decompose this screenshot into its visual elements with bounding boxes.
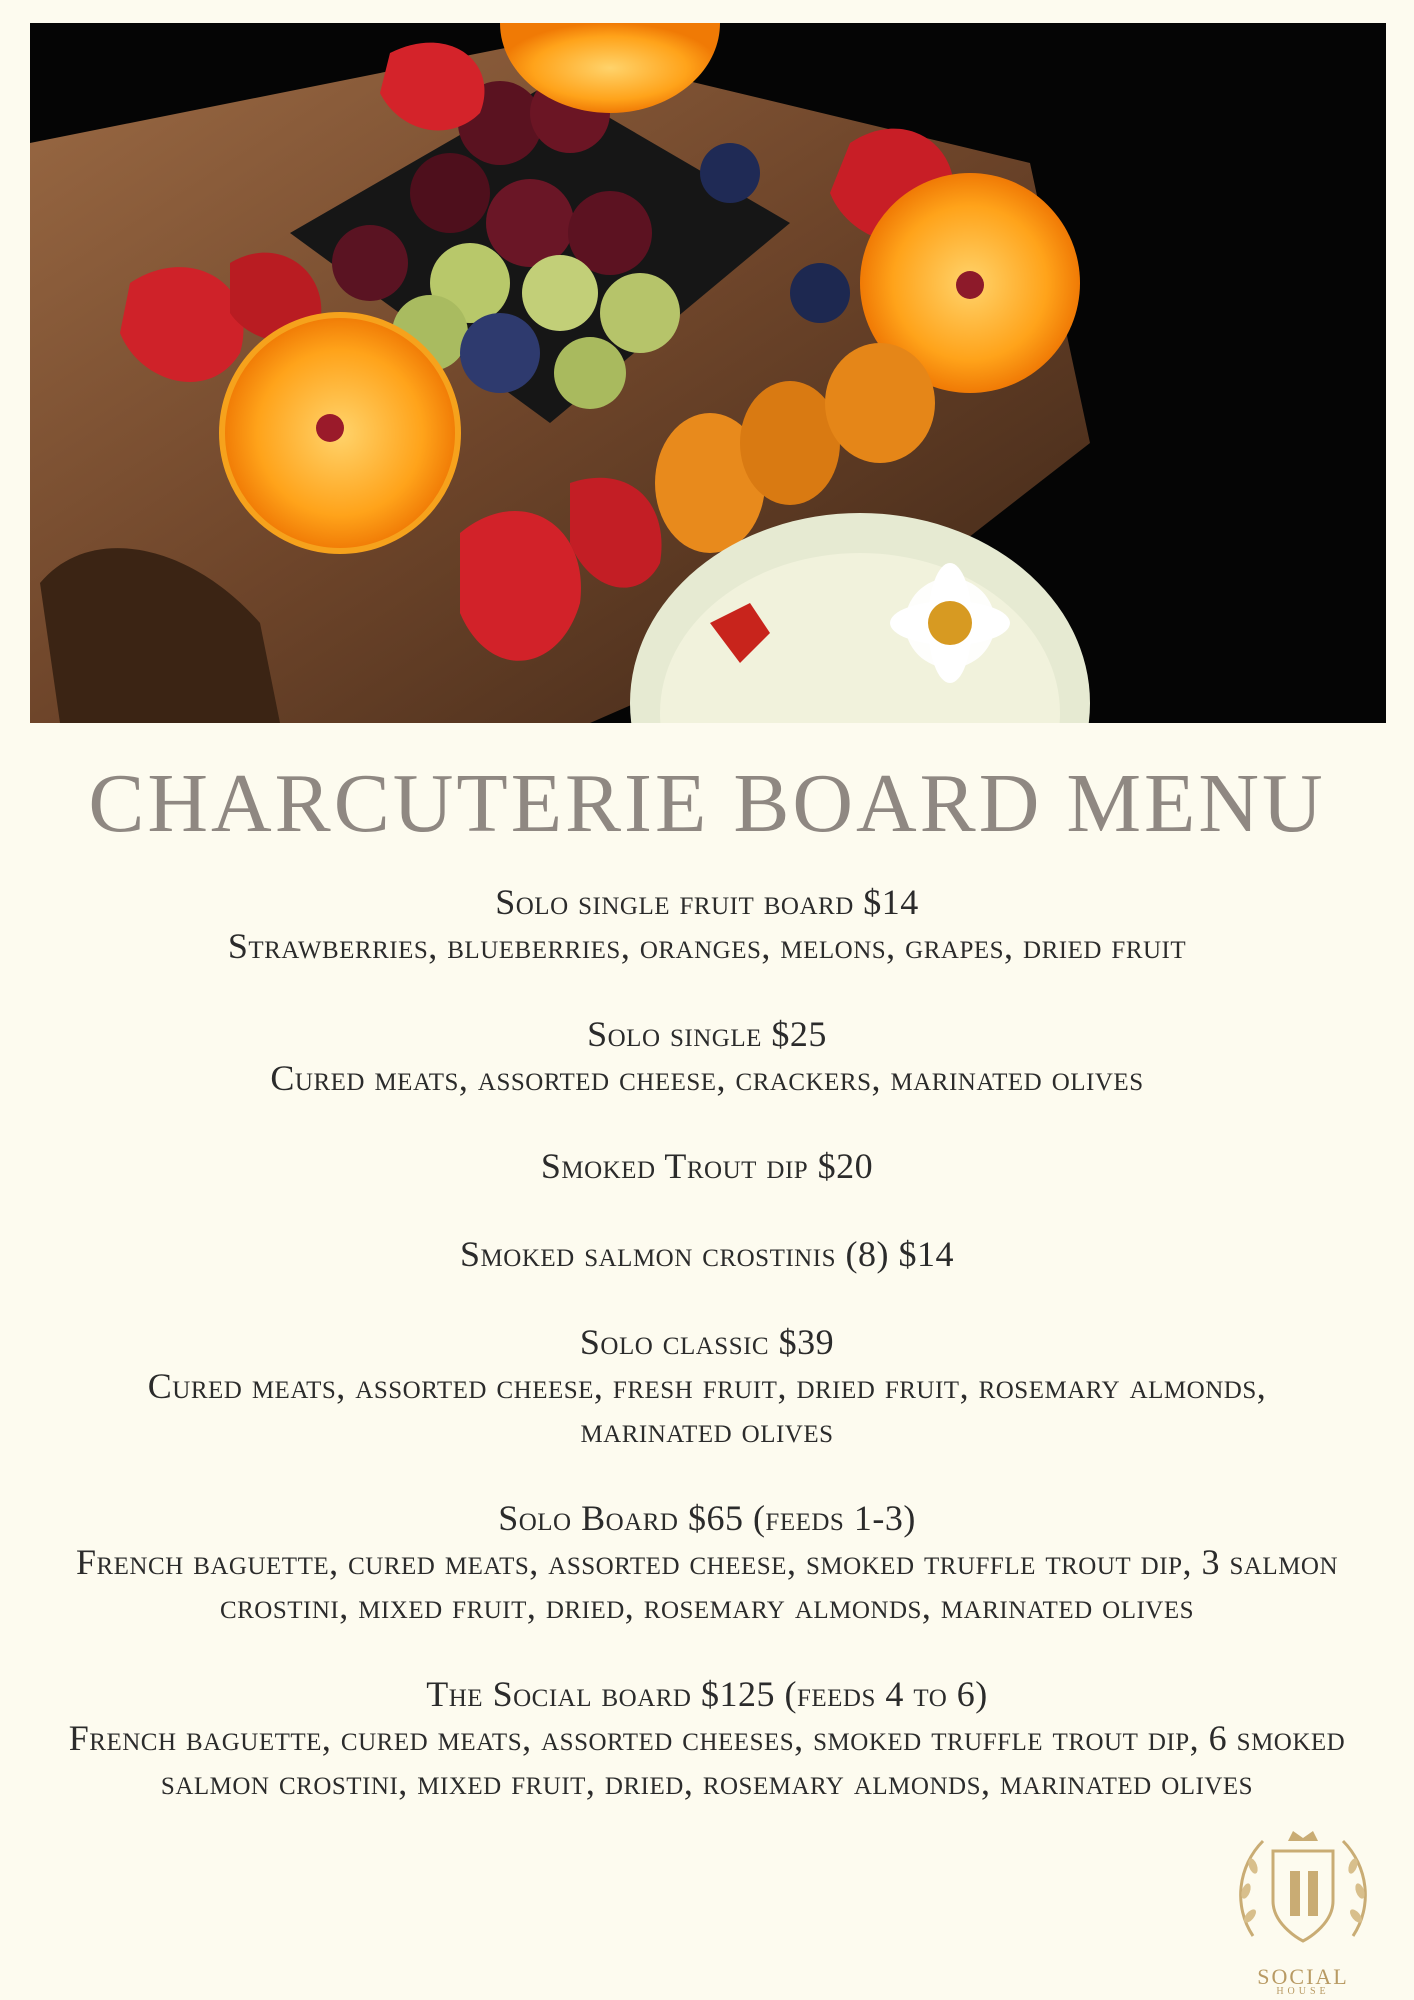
menu-item (40, 1012, 1374, 1100)
menu-item-name: The Social board $125 (feeds 4 to 6) (426, 1674, 988, 1714)
menu-item (40, 1232, 1374, 1276)
menu-item-name: Solo classic $39 (579, 1322, 835, 1362)
menu-item-name: Smoked Trout dip $20 (540, 1146, 874, 1186)
menu-item-description: French baguette, cured meats, assorted cheese, smoked truffle trout dip, 3 salmon crostini, mixed fruit, dried, rosemary almonds, marinated olives (75, 1542, 1339, 1626)
menu-item (40, 1144, 1374, 1188)
menu-item-description: French baguette, cured meats, assorted cheeses, smoked truffle trout dip, 6 smoked salmon crostini, mixed fruit, dried, rosemary almonds, marinated olives (68, 1718, 1346, 1802)
logo-subtext: HOUSE (1276, 1986, 1330, 1997)
menu-item-name: Solo Board $65 (feeds 1-3) (498, 1498, 916, 1538)
menu-item (40, 1320, 1374, 1452)
crest-icon (1228, 1816, 1378, 1966)
menu-list (40, 880, 1374, 1848)
menu-item (40, 880, 1374, 968)
social-house-logo (1228, 1816, 1378, 1996)
menu-item (40, 1496, 1374, 1628)
menu-item-name: Smoked salmon crostinis (8) $14 (460, 1234, 954, 1274)
menu-item (40, 1672, 1374, 1804)
menu-item-description: Strawberries, blueberries, oranges, melons, grapes, dried fruit (227, 926, 1187, 966)
hero-photo (30, 23, 1386, 723)
menu-title: CHARCUTERIE BOARD MENU (88, 757, 1326, 850)
menu-item-description: Cured meats, assorted cheese, fresh fruit, dried fruit, rosemary almonds, marinated olives (147, 1366, 1267, 1450)
menu-item-name: Solo single $25 (587, 1014, 827, 1054)
menu-item-name: Solo single fruit board $14 (495, 882, 919, 922)
logo-wordmark: SOCIAL (1257, 1964, 1349, 1989)
menu-item-description: Cured meats, assorted cheese, crackers, marinated olives (270, 1058, 1144, 1098)
